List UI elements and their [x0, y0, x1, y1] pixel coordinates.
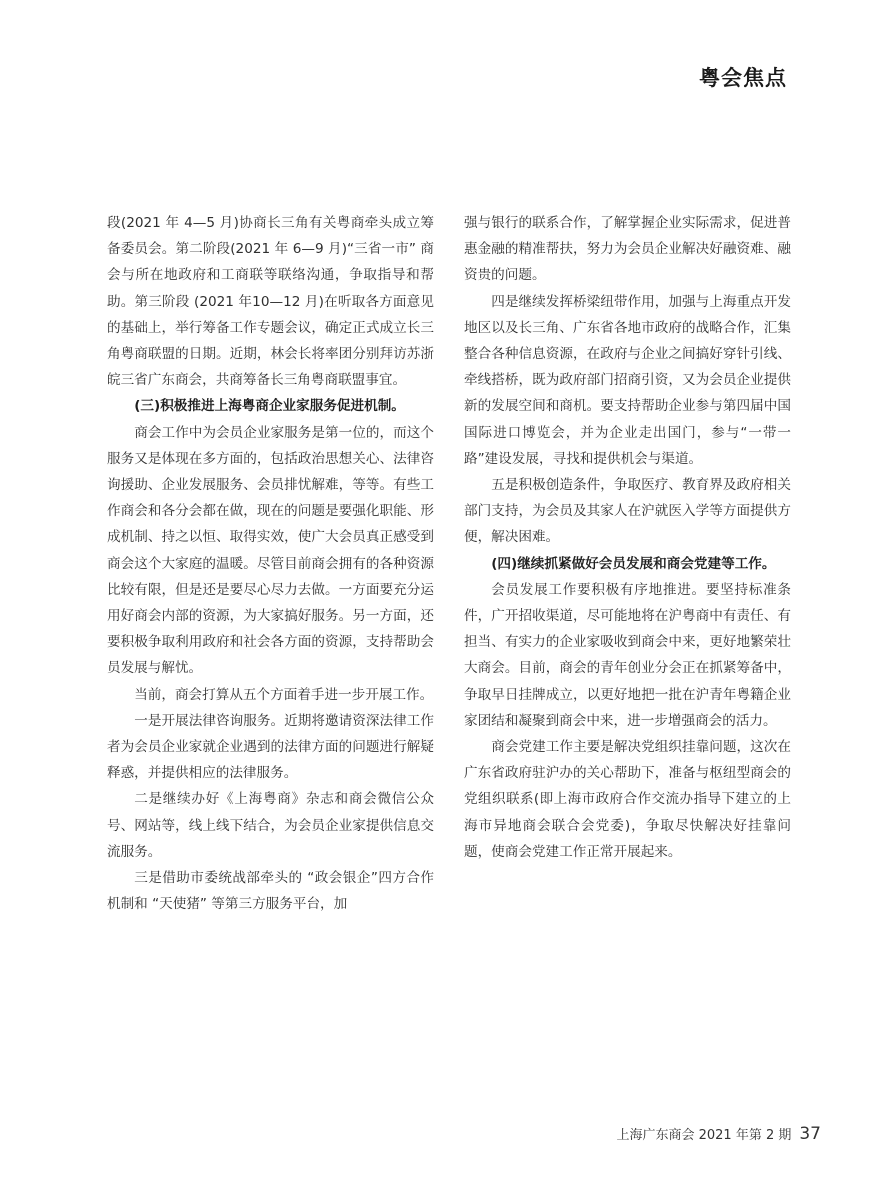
page-footer: [616, 1124, 821, 1144]
right-column: [464, 210, 791, 865]
section-title: 粤会焦点: [699, 66, 787, 90]
paragraph: 四是继续发挥桥梁纽带作用，加强与上海重点开发地区以及长三角、广东省各地市政府的战略合作，汇集整合各种信息资源，在政府与企业之间搞好穿针引线、牵线搭桥，既为政府部门招商引资，又为会员企业提供新的发展空间和商机。要支持帮助企业参与第四届中国国际进口博览会，并为企业走出国门，参与“一带一路”建设发展，寻找和提供机会与渠道。: [464, 293, 791, 467]
subheading: (四)继续抓紧做好会员发展和商会党建等工作。: [491, 555, 776, 572]
paragraph: 强与银行的联系合作，了解掌握企业实际需求，促进普惠金融的精准帮扶，努力为会员企业解决好融资难、融资贵的问题。: [464, 215, 791, 284]
paragraph: 一是开展法律咨询服务。近期将邀请资深法律工作者为会员企业家就企业遇到的法律方面的问题进行解疑释惑，并提供相应的法律服务。: [107, 712, 434, 782]
left-column: [107, 210, 434, 917]
paragraph: 商会工作中为会员企业家服务是第一位的，而这个服务又是体现在多方面的，包括政治思想关心、法律咨询援助、企业发展服务、会员排忧解难，等等。有些工作商会和各分会都在做，现在的问题是要强化职能、形成机制、持之以恒、取得实效，使广大会员真正感受到商会这个大家庭的温暖。尽管目前商会拥有的各种资源比较有限，但是还是要尽心尽力去做。一方面要充分运用好商会内部的资源，为大家搞好服务。另一方面，还要积极争取利用政府和社会各方面的资源，支持帮助会员发展与解忧。: [107, 424, 434, 677]
paragraph: 当前，商会打算从五个方面着手进一步开展工作。: [134, 686, 434, 703]
paragraph: 商会党建工作主要是解决党组织挂靠问题，这次在广东省政府驻沪办的关心帮助下，准备与枢纽型商会的党组织联系(即上海市政府合作交流办指导下建立的上海市异地商会联合会党委)，争取尽快解决好挂靠问题，使商会党建工作正常开展起来。: [464, 739, 791, 860]
subheading: (三)积极推进上海粤商企业家服务促进机制。: [134, 398, 405, 415]
paragraph: 三是借助市委统战部牵头的 “政会银企”四方合作机制和 “天使猪” 等第三方服务平台，加: [107, 870, 434, 913]
paragraph: 段(2021 年 4—5 月)协商长三角有关粤商牵头成立筹备委员会。第二阶段(2021 年 6—9 月)“三省一市” 商会与所在地政府和工商联等联络沟通，争取指导和帮助。第三阶段 (2021 年10—12 月)在听取各方面意见的基础上，举行筹备工作专题会议，确定正式成立长三角粤商联盟的日期。近期，林会长将率团分别拜访苏浙皖三省广东商会，共商筹备长三角粤商联盟事宜。: [107, 215, 434, 389]
page-number: 37: [799, 1124, 821, 1144]
paragraph: 五是积极创造条件，争取医疗、教育界及政府相关部门支持，为会员及其家人在沪就医入学等方面提供方便，解决困难。: [464, 477, 791, 546]
paragraph: 二是继续办好《上海粤商》杂志和商会微信公众号、网站等，线上线下结合，为会员企业家提供信息交流服务。: [107, 791, 434, 860]
paragraph: 会员发展工作要积极有序地推进。要坚持标准条件，广开招收渠道，尽可能地将在沪粤商中有责任、有担当、有实力的企业家吸收到商会中来，更好地繁荣壮大商会。目前，商会的青年创业分会正在抓紧筹备中，争取早日挂牌成立，以更好地把一批在沪青年粤籍企业家团结和凝聚到商会中来，进一步增强商会的活力。: [464, 581, 791, 729]
publication-label: 上海广东商会 2021 年第 2 期: [616, 1128, 792, 1143]
